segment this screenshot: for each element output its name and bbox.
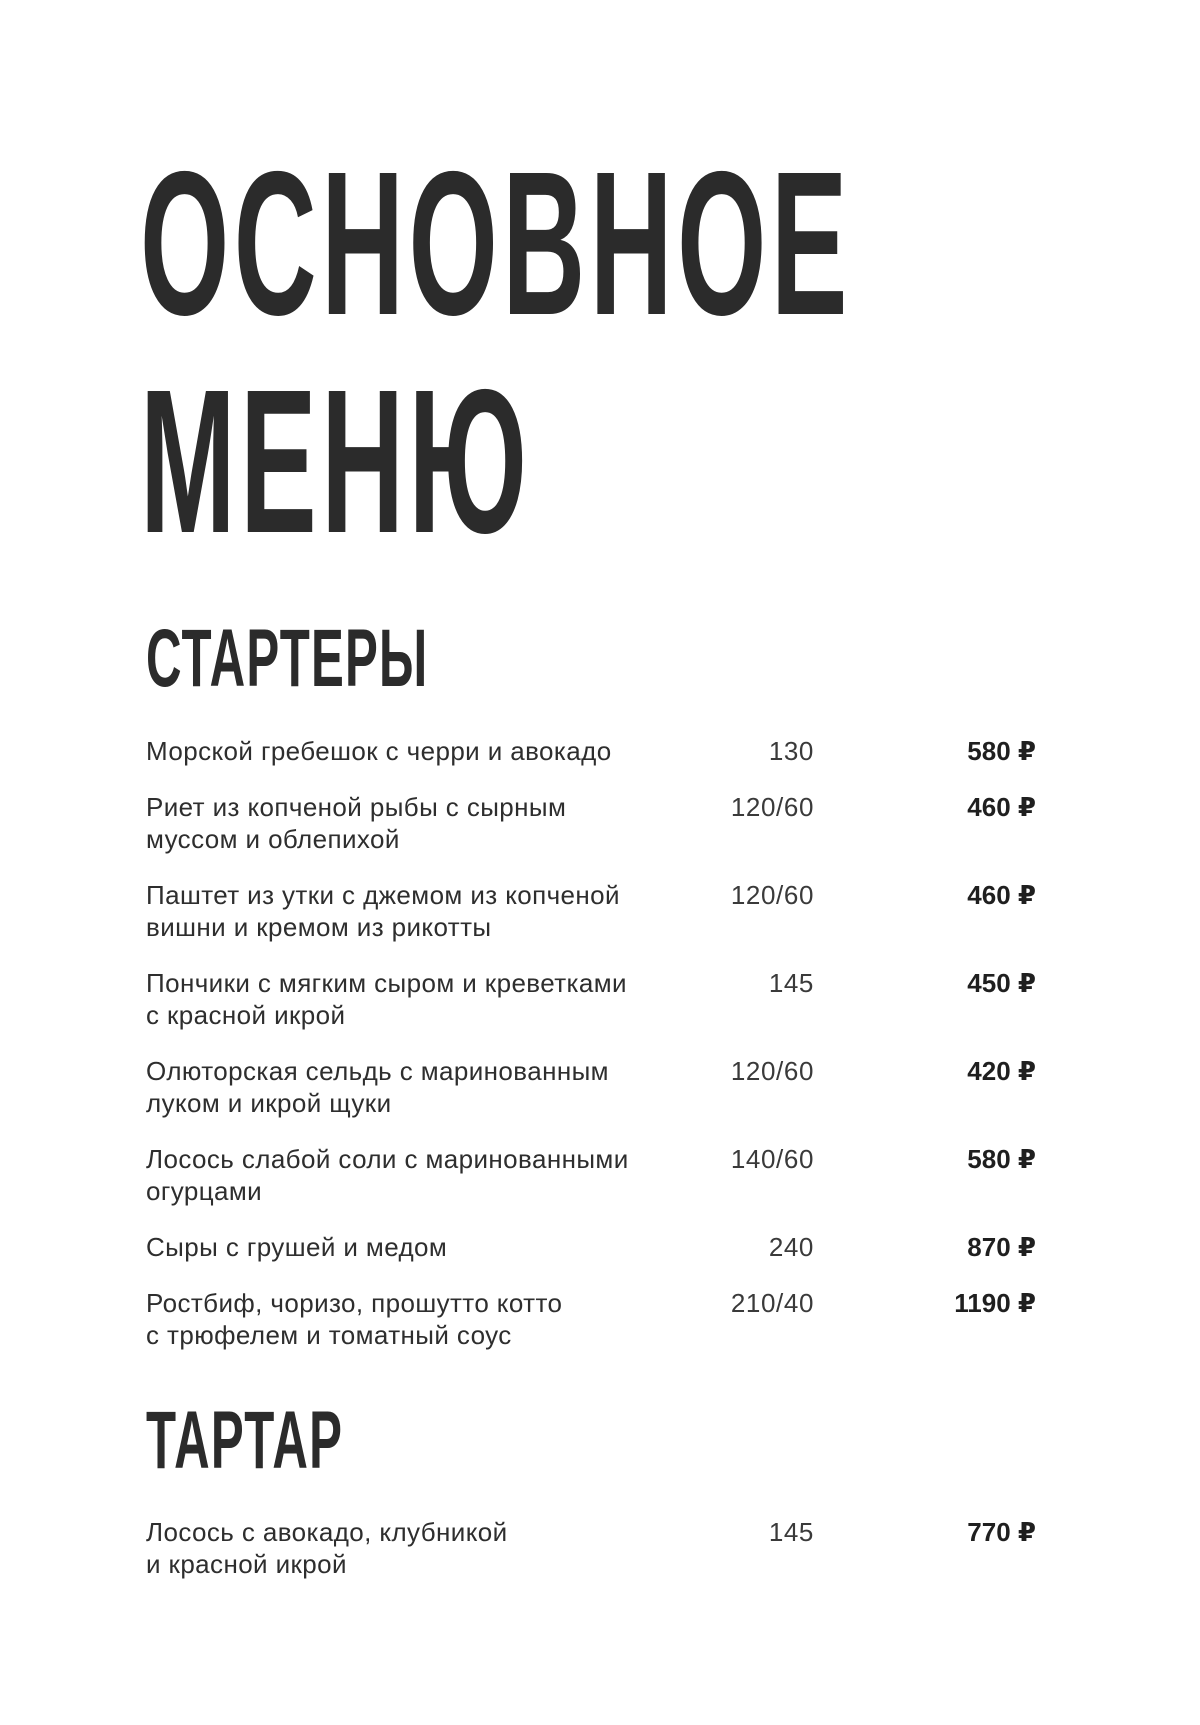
item-name-line-2: муссом и облепихой xyxy=(146,824,400,854)
item-name-line-1: Риет из копченой рыбы с сырным xyxy=(146,792,567,822)
item-name xyxy=(146,1287,726,1351)
item-name xyxy=(146,735,726,767)
item-weight: 120/60 xyxy=(730,792,814,822)
item-name-line-2: вишни и кремом из рикотты xyxy=(146,912,492,942)
item-price: 460 ₽ xyxy=(967,880,1036,910)
menu-title-line-2: МЕНЮ xyxy=(140,347,532,576)
item-name-line-2: огурцами xyxy=(146,1176,263,1206)
menu-title-line-1: ОСНОВНОЕ xyxy=(140,129,852,358)
item-name xyxy=(146,879,726,943)
section-title-starters: СТАРТЕРЫ xyxy=(146,613,429,704)
item-price: 450 ₽ xyxy=(967,968,1036,998)
item-weight: 210/40 xyxy=(730,1288,814,1318)
item-name-line-1: Лосось слабой соли с маринованными xyxy=(146,1144,629,1174)
item-weight: 120/60 xyxy=(730,1056,814,1086)
menu-item xyxy=(146,1287,1036,1375)
item-name-line-1: Пончики с мягким сыром и креветками xyxy=(146,968,627,998)
item-name-line-1: Сыры с грушей и медом xyxy=(146,1232,448,1262)
item-name-line-2: с красной икрой xyxy=(146,1000,346,1030)
menu-item xyxy=(146,1143,1036,1231)
menu-item xyxy=(146,735,1036,791)
item-name xyxy=(146,967,726,1031)
tartar-list xyxy=(146,1516,1036,1604)
item-name-line-1: Ростбиф, чоризо, прошутто котто xyxy=(146,1288,563,1318)
item-name xyxy=(146,791,726,855)
item-name-line-1: Паштет из утки с джемом из копченой xyxy=(146,880,620,910)
item-weight: 240 xyxy=(768,1232,814,1262)
item-price: 580 ₽ xyxy=(967,1144,1036,1174)
item-weight: 120/60 xyxy=(730,880,814,910)
menu-item xyxy=(146,1516,1036,1604)
section-title-tartar: ТАРТАР xyxy=(146,1395,344,1486)
item-name-line-1: Олюторская сельдь с маринованным xyxy=(146,1056,609,1086)
item-price: 580 ₽ xyxy=(967,736,1036,766)
item-name xyxy=(146,1516,726,1580)
item-name xyxy=(146,1143,726,1207)
item-name-line-2: луком и икрой щуки xyxy=(146,1088,392,1118)
item-weight: 130 xyxy=(768,736,814,766)
item-price: 460 ₽ xyxy=(967,792,1036,822)
item-name xyxy=(146,1055,726,1119)
item-price: 770 ₽ xyxy=(967,1517,1036,1547)
menu-item xyxy=(146,879,1036,967)
menu-item xyxy=(146,1055,1036,1143)
item-name-line-1: Лосось с авокадо, клубникой xyxy=(146,1517,508,1547)
item-name-line-2: с трюфелем и томатный соус xyxy=(146,1320,512,1350)
menu-item xyxy=(146,791,1036,879)
item-name-line-1: Морской гребешок с черри и авокадо xyxy=(146,736,612,766)
starters-list xyxy=(146,735,1036,1375)
item-weight: 145 xyxy=(768,968,814,998)
menu-item xyxy=(146,1231,1036,1287)
item-weight: 145 xyxy=(768,1517,814,1547)
menu-title xyxy=(140,129,852,576)
menu-item xyxy=(146,967,1036,1055)
item-name xyxy=(146,1231,726,1263)
item-price: 870 ₽ xyxy=(967,1232,1036,1262)
item-price: 420 ₽ xyxy=(967,1056,1036,1086)
item-name-line-2: и красной икрой xyxy=(146,1549,347,1579)
item-price: 1190 ₽ xyxy=(954,1288,1036,1318)
item-weight: 140/60 xyxy=(730,1144,814,1174)
